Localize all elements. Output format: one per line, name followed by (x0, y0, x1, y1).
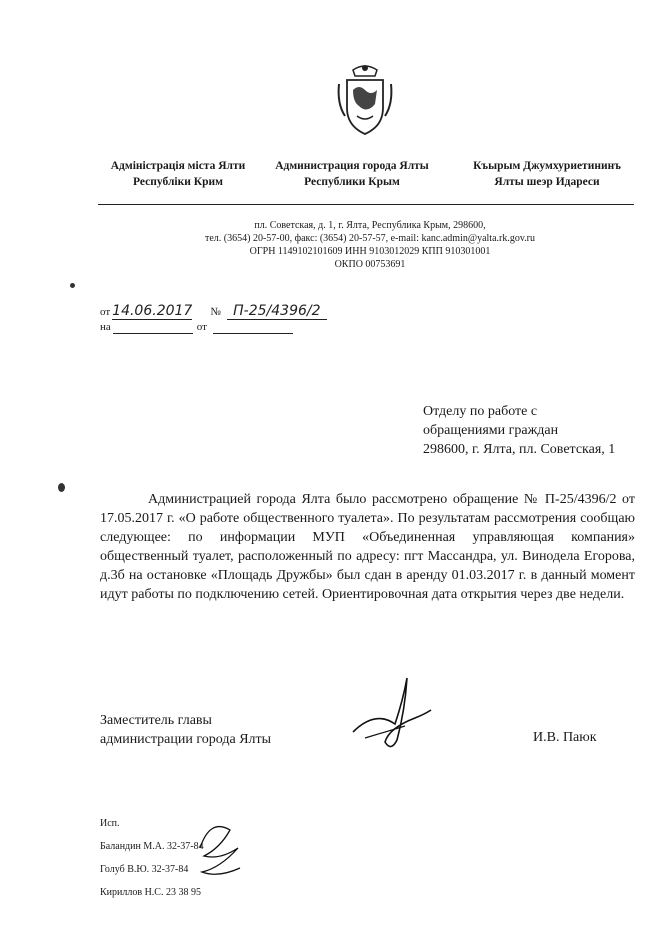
addressee-line3: 298600, г. Ялта, пл. Советская, 1 (423, 442, 616, 457)
executor-2: Голуб В.Ю. 32-37-84 (100, 864, 189, 875)
ref-ot-value (213, 321, 293, 334)
executors-label: Исп. (100, 818, 120, 829)
header-ukrainian-line2: Республіки Крим (133, 176, 223, 188)
signer-name: И.В. Паюк (533, 730, 597, 745)
header-russian-line1: Администрация города Ялты (275, 160, 429, 172)
header-russian (262, 158, 442, 190)
signer-position (100, 711, 271, 749)
ref-number: П-25/4396/2 (227, 303, 327, 320)
header-divider (98, 204, 634, 205)
ref-number-label: № (210, 306, 221, 318)
header-crimean-tatar (452, 158, 642, 190)
hole-punch-mark (58, 483, 65, 492)
header-crimean-tatar-line1: Къырым Джумхуриетининъ (473, 160, 621, 172)
executor-1: Баландин М.А. 32-37-84 (100, 841, 204, 852)
executor-3: Кириллов Н.С. 23 38 95 (100, 887, 201, 898)
ref-on-label: на (100, 321, 111, 333)
header-ukrainian (98, 158, 258, 190)
addressee-line2: обращениями граждан (423, 423, 559, 438)
signer-position-line1: Заместитель главы (100, 713, 212, 728)
incoming-reference (100, 321, 293, 334)
coat-of-arms-emblem (335, 60, 395, 140)
registration-codes-line: ОГРН 1149102101609 ИНН 9103012029 КПП 910301001 (249, 246, 491, 257)
letter-body: Администрацией города Ялта было рассмотрено обращение № П-25/4396/2 от 17.05.2017 г. «О работе общественного туалета». По результатам рассмотрения сообщаю следующее: по информации МУП «Объединенная управляющая компания» общественный туалет, расположенный по адресу: пгт Массандра, ул. Винодела Егорова, д.3б на остановке «Площадь Дружбы» был сдан в аренду 01.03.2017 г. в данный момент идут работы по подключению сетей. Ориентировочная дата открытия через две недели. (100, 492, 635, 602)
addressee-line1: Отделу по работе с (423, 404, 538, 419)
header-crimean-tatar-line2: Ялты шеэр Идареси (494, 176, 600, 188)
header-ukrainian-line1: Адміністрація міста Ялти (110, 160, 246, 172)
ref-on-value (113, 321, 193, 334)
scan-speck (70, 283, 75, 288)
phone-email-line: тел. (3654) 20-57-00, факс: (3654) 20-57-57, e-mail: kanc.admin@yalta.rk.gov.ru (204, 233, 536, 244)
contact-address-block (150, 219, 590, 271)
okpo-line: ОКПО 00753691 (334, 259, 406, 270)
outgoing-reference (100, 303, 327, 320)
addressee-block (423, 402, 643, 459)
handwritten-signature (345, 670, 435, 760)
ref-from-label: от (100, 306, 111, 318)
header-russian-line2: Республики Крым (304, 176, 400, 188)
ref-ot-label: от (196, 321, 207, 333)
executor-signature (190, 808, 250, 888)
signer-position-line2: администрации города Ялты (100, 732, 272, 747)
executors-block (100, 812, 204, 904)
ref-date: 14.06.2017 (112, 303, 193, 319)
address-line: пл. Советская, д. 1, г. Ялта, Республика Крым, 298600, (254, 220, 486, 231)
